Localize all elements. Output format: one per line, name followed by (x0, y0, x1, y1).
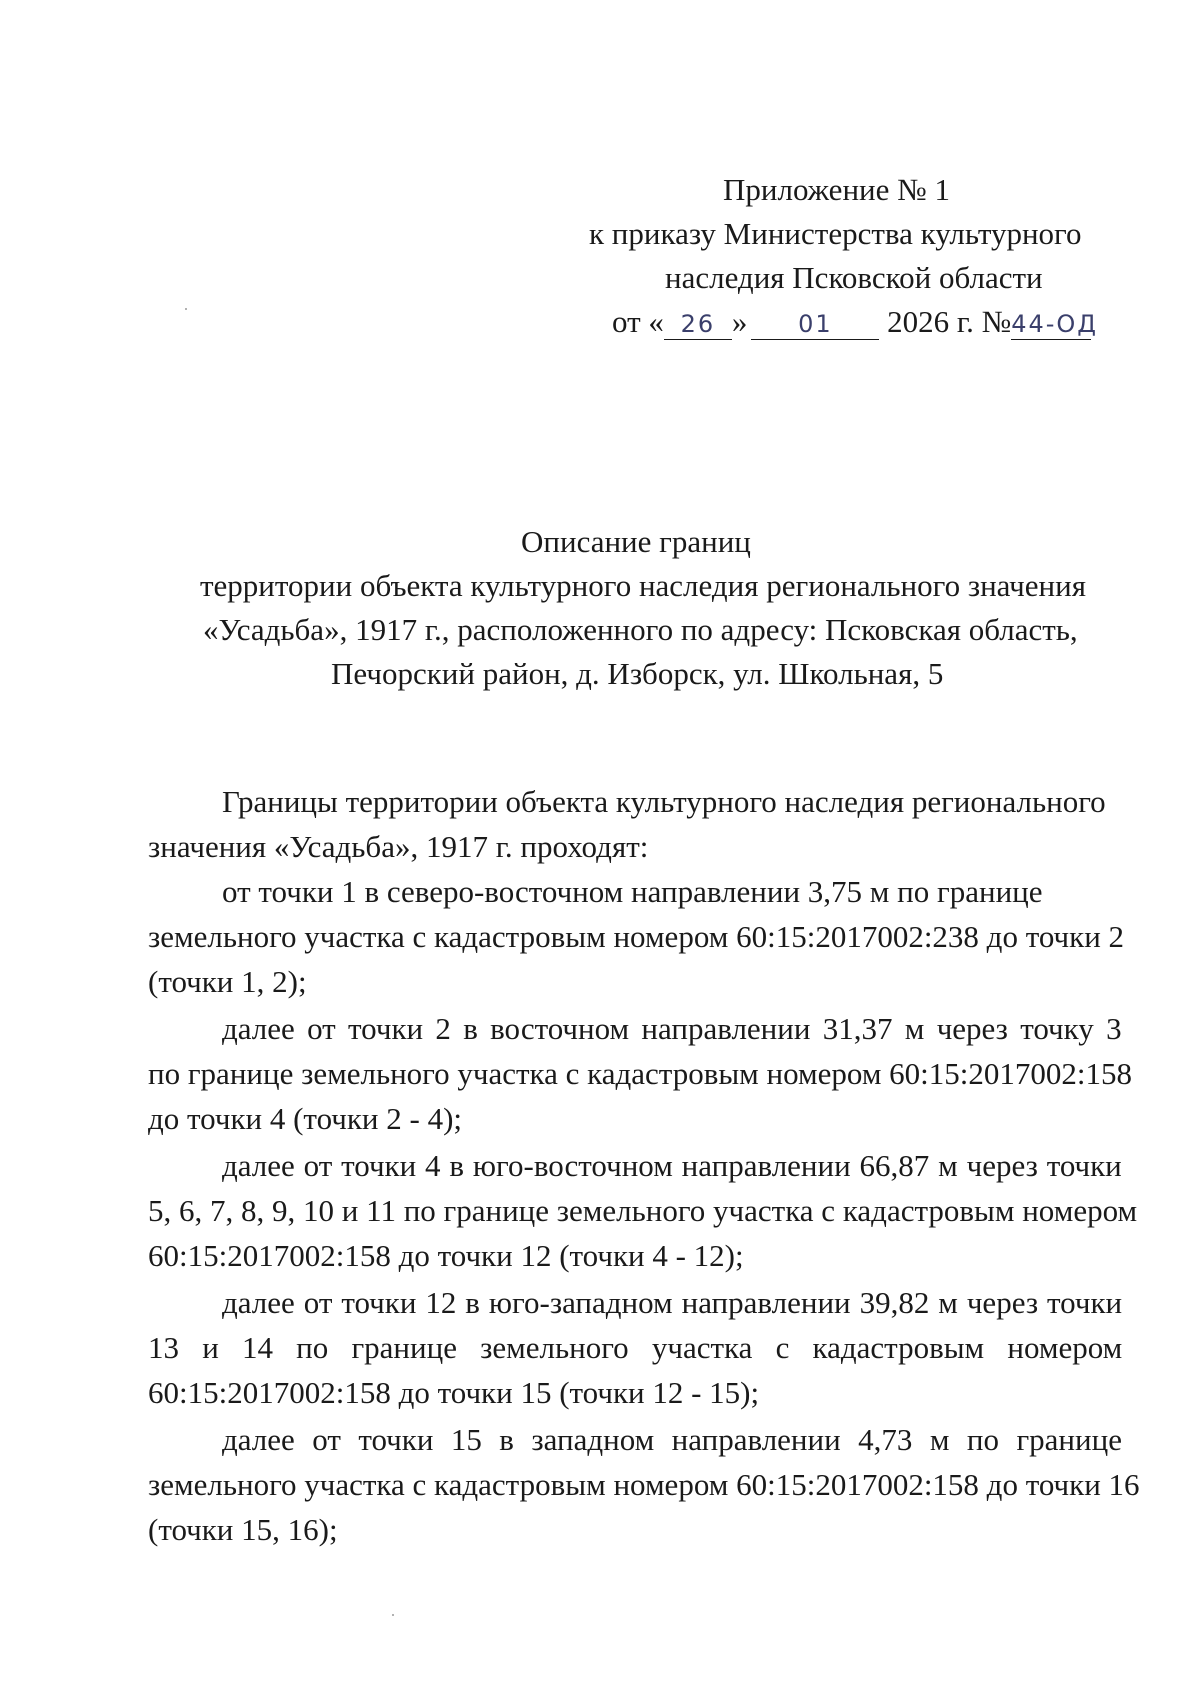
segment3-line-2: 5, 6, 7, 8, 9, 10 и 11 по границе земельного участка с кадастровым номером (148, 1193, 1138, 1228)
segment4-line-2: 13 и 14 по границе земельного участка с кадастровым номером (148, 1330, 1123, 1365)
segment1-line-1: от точки 1 в северо-восточном направлении 3,75 м по границе (222, 874, 1043, 909)
segment5-line-3: (точки 15, 16); (148, 1512, 338, 1547)
date-year: 2026 г. № (887, 304, 1012, 339)
title-line-3: «Усадьба», 1917 г., расположенного по адресу: Псковская область, (203, 612, 1078, 647)
segment1-line-3: (точки 1, 2); (148, 964, 307, 999)
segment3-line-3: 60:15:2017002:158 до точки 12 (точки 4 - 12); (148, 1238, 744, 1273)
date-separator: » (731, 304, 748, 339)
date-prefix: от « (612, 304, 664, 339)
intro-text-1: Границы территории объекта культурного наследия регионального (222, 784, 1106, 819)
appendix-date-line (612, 300, 1099, 344)
scan-speck (392, 1614, 394, 1616)
segment4-line-3: 60:15:2017002:158 до точки 15 (точки 12 - 15); (148, 1375, 760, 1410)
intro-line-2: значения «Усадьба», 1917 г. проходят: (148, 829, 649, 864)
handwritten-month: 01 (751, 309, 879, 340)
segment1-line-2: земельного участка с кадастровым номером 60:15:2017002:238 до точки 2 (148, 919, 1125, 954)
title-line-4: Печорский район, д. Изборск, ул. Школьная, 5 (331, 656, 944, 691)
segment2-line-2: по границе земельного участка с кадастровым номером 60:15:2017002:158 (148, 1056, 1133, 1091)
appendix-title: Приложение № 1 (723, 172, 950, 207)
handwritten-day: 26 (664, 309, 732, 340)
segment5-line-1: далее от точки 15 в западном направлении 4,73 м по границе (222, 1422, 1122, 1457)
handwritten-number: 44-ОД (1011, 310, 1099, 338)
segment4-line-1: далее от точки 12 в юго-западном направлении 39,82 м через точки (222, 1285, 1123, 1320)
segment3-line-1: далее от точки 4 в юго-восточном направлении 66,87 м через точки (222, 1148, 1122, 1183)
segment2-line-3: до точки 4 (точки 2 - 4); (148, 1101, 463, 1136)
title-line-1: Описание границ (521, 524, 751, 559)
intro-line-1 (222, 780, 1122, 824)
segment2-line-1: далее от точки 2 в восточном направлении 31,37 м через точку 3 (222, 1011, 1122, 1046)
scan-speck (185, 308, 187, 310)
appendix-order-ref: к приказу Министерства культурного (589, 216, 1082, 251)
segment5-line-2: земельного участка с кадастровым номером 60:15:2017002:158 до точки 16 (148, 1467, 1140, 1502)
appendix-ministry: наследия Псковской области (665, 260, 1043, 295)
title-line-2: территории объекта культурного наследия регионального значения (200, 568, 1086, 603)
